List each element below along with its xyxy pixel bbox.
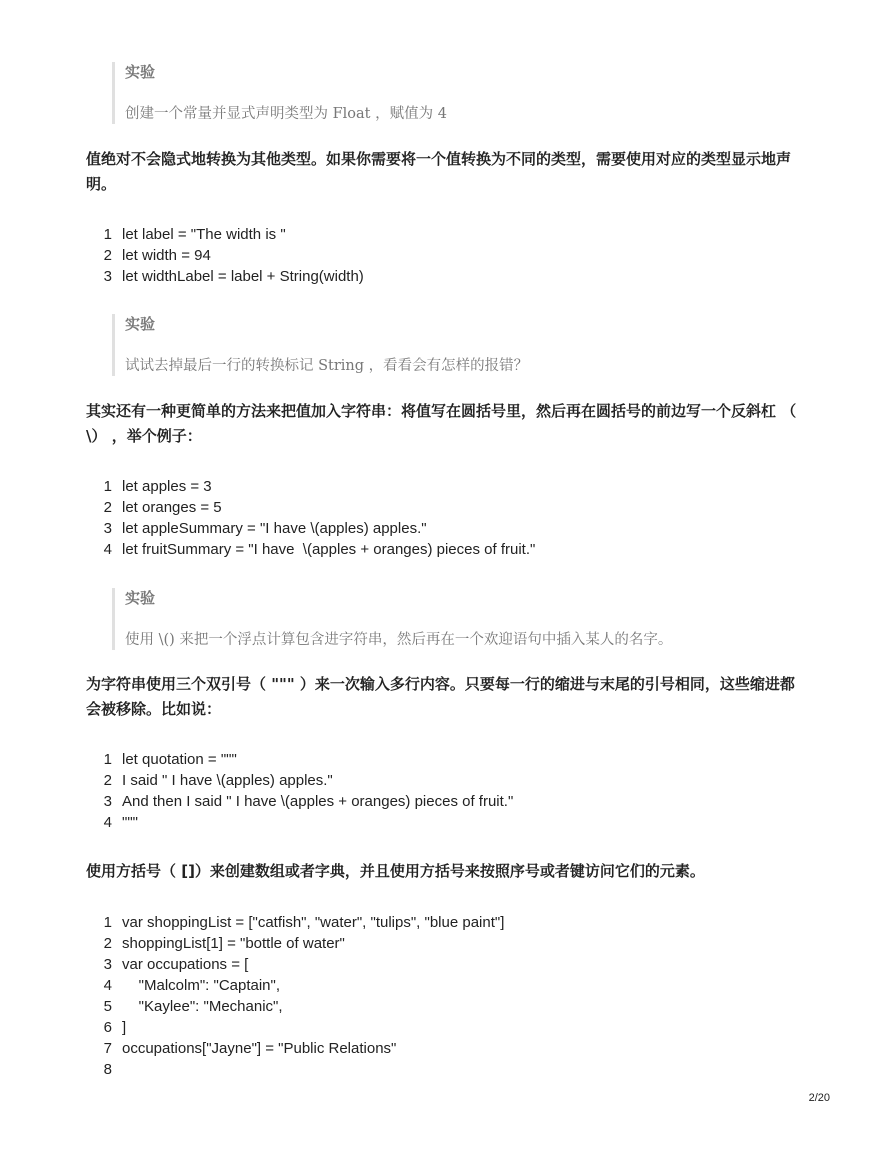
code-line: [86, 954, 806, 975]
code-block: [86, 749, 806, 833]
code-text: let oranges = 5: [122, 499, 222, 516]
code-line: [86, 539, 806, 560]
line-number: 3: [103, 268, 112, 285]
code-line: [86, 1038, 806, 1059]
callout-title: 实验: [125, 315, 156, 333]
line-number: 3: [103, 520, 112, 537]
code-text: var shoppingList = ["catfish", "water", "tulips", "blue paint"]: [122, 914, 505, 931]
code-line: [86, 912, 806, 933]
code-line: [86, 224, 806, 245]
code-text: let label = "The width is ": [122, 226, 286, 243]
code-line: [86, 476, 806, 497]
code-line: [86, 1017, 806, 1038]
code-text: let width = 94: [122, 247, 211, 264]
code-text: I said " I have \(apples) apples.": [122, 772, 333, 789]
code-line: [86, 933, 806, 954]
paragraph: 为字符串使用三个双引号（ """ ）来一次输入多行内容。只要每一行的缩进与末尾的引号相同，这些缩进都会被移除。比如说：: [86, 675, 795, 718]
line-number: 8: [103, 1061, 112, 1078]
code-line: [86, 791, 806, 812]
callout-body: 使用 \() 来把一个浮点计算包含进字符串，然后再在一个欢迎语句中插入某人的名字。: [125, 632, 673, 648]
code-text: And then I said " I have \(apples + oranges) pieces of fruit.": [122, 793, 514, 810]
line-number: 6: [103, 1019, 112, 1036]
code-line: [86, 996, 806, 1017]
line-number: 1: [103, 478, 112, 495]
page-number: 2/20: [808, 1092, 830, 1104]
line-number: 2: [103, 772, 112, 789]
paragraph: 值绝对不会隐式地转换为其他类型。如果你需要将一个值转换为不同的类型，需要使用对应的类型显示地声明。: [86, 150, 792, 193]
code-line: [86, 975, 806, 996]
line-number: 1: [103, 914, 112, 931]
line-number: 2: [103, 935, 112, 952]
code-text: "Kaylee": "Mechanic",: [122, 998, 283, 1015]
code-block: [86, 476, 806, 560]
callout-title: 实验: [125, 63, 156, 81]
code-line: [86, 245, 806, 266]
line-number: 4: [103, 814, 112, 831]
code-text: let quotation = """: [122, 751, 237, 768]
line-number: 1: [103, 226, 112, 243]
code-text: shoppingList[1] = "bottle of water": [122, 935, 345, 952]
line-number: 1: [103, 751, 112, 768]
code-text: ]: [122, 1019, 127, 1036]
line-number: 2: [103, 499, 112, 516]
code-text: let apples = 3: [122, 478, 212, 495]
callout-body: 试试去掉最后一行的转换标记 String ，看看会有怎样的报错？: [125, 358, 529, 374]
line-number: 2: [103, 247, 112, 264]
line-number: 3: [103, 956, 112, 973]
code-text: let fruitSummary = "I have \(apples + oranges) pieces of fruit.": [122, 541, 536, 558]
code-block: [86, 224, 806, 287]
code-text: var occupations = [: [122, 956, 249, 973]
code-line: [86, 266, 806, 287]
line-number: 4: [103, 977, 112, 994]
experiment-callout: [112, 588, 825, 650]
code-line: [86, 497, 806, 518]
code-text: occupations["Jayne"] = "Public Relations": [122, 1040, 397, 1057]
line-number: 7: [103, 1040, 112, 1057]
paragraph: 其实还有一种更简单的方法来把值加入字符串：将值写在圆括号里，然后再在圆括号的前边写一个反斜杠 （ \） ，举个例子：: [86, 402, 797, 445]
experiment-callout: [112, 62, 825, 124]
line-number: 3: [103, 793, 112, 810]
callout-title: 实验: [125, 589, 156, 607]
code-text: """: [122, 814, 138, 831]
code-line: [86, 770, 806, 791]
paragraph: 使用方括号（ []）来创建数组或者字典，并且使用方括号来按照序号或者键访问它们的元素。: [86, 862, 705, 880]
line-number: 4: [103, 541, 112, 558]
experiment-callout: [112, 314, 825, 376]
line-number: 5: [103, 998, 112, 1015]
code-text: let widthLabel = label + String(width): [122, 268, 364, 285]
code-text: let appleSummary = "I have \(apples) apples.": [122, 520, 427, 537]
code-line: [86, 1059, 806, 1080]
code-text: "Malcolm": "Captain",: [122, 977, 281, 994]
callout-body: 创建一个常量并显式声明类型为 Float ，赋值为 4: [125, 106, 447, 122]
code-block: [86, 912, 806, 1080]
code-line: [86, 749, 806, 770]
code-line: [86, 518, 806, 539]
code-line: [86, 812, 806, 833]
